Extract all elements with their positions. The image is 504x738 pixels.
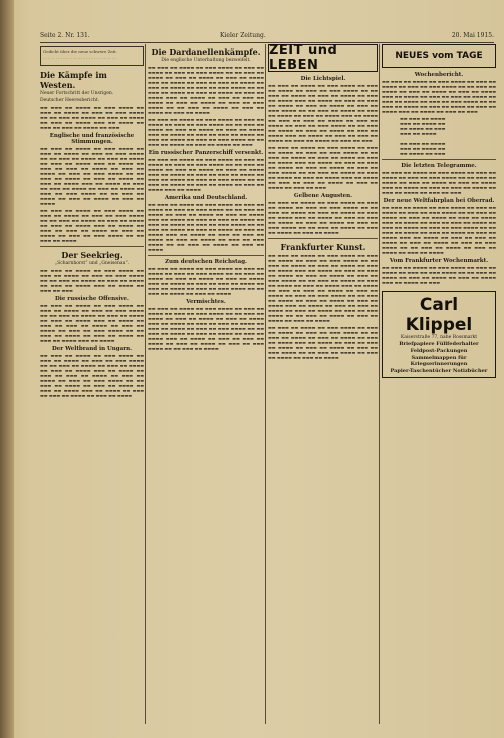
section-frankfurt-art: Frankfurter Kunst. [280, 241, 366, 252]
body-text: ▬▬ ▬▬▬ ▬▬ ▬▬▬▬ ▬▬ ▬▬▬ ▬▬▬▬ ▬▬ ▬▬▬ ▬▬ ▬▬▬▬ ▬▬ ▬▬▬ ▬▬ ▬▬▬ ▬▬▬▬ ▬▬ ▬▬ ▬▬▬ ▬▬ ▬▬▬▬ ▬▬ ▬▬▬ ▬▬ ▬▬▬▬ ▬▬ ▬▬▬ ▬▬ ▬▬▬▬ ▬▬▬ ▬▬ ▬▬▬▬ ▬▬ ▬▬▬ ▬▬ ▬▬▬ ▬▬ ▬▬▬▬ ▬▬ ▬▬▬ ▬▬ ▬▬▬▬ ▬▬ ▬▬▬ ▬▬ ▬▬▬ ▬▬▬▬ ▬▬ ▬▬ ▬▬▬ ▬▬ ▬▬▬▬ ▬▬ ▬▬▬ ▬▬ ▬▬▬▬ ▬▬ ▬▬▬ ▬▬ ▬▬▬▬ ▬▬▬ ▬▬ ▬▬▬▬ ▬▬ ▬▬▬ ▬▬ ▬▬▬ ▬▬ ▬▬▬▬ ▬▬ ▬▬▬ ▬▬ ▬▬▬▬ ▬▬ ▬▬▬ ▬▬ ▬▬▬ ▬▬▬▬ ▬▬ ▬▬ ▬▬▬ ▬▬ ▬▬▬▬ ▬▬ ▬▬▬ ▬▬ ▬▬▬▬ ▬▬ ▬▬▬ ▬▬ ▬▬▬▬ [40, 146, 144, 206]
subhead-west-1: Neuer Fortschritt der Unsrigen. [40, 91, 114, 96]
body-text: ▬▬ ▬▬▬ ▬▬ ▬▬▬▬ ▬▬ ▬▬▬ ▬▬▬▬ ▬▬ ▬▬▬ ▬▬ ▬▬▬▬ ▬▬ ▬▬▬ ▬▬ ▬▬▬ ▬▬▬▬ ▬▬ ▬▬ ▬▬▬ ▬▬ ▬▬▬▬ ▬▬ ▬▬▬ ▬▬ ▬▬▬▬ ▬▬ ▬▬▬ ▬▬ ▬▬▬▬ ▬▬▬ ▬▬ ▬▬▬▬ ▬▬ ▬▬▬ ▬▬ ▬▬▬ ▬▬ ▬▬▬▬ ▬▬ ▬▬▬ ▬▬ ▬▬▬▬ ▬▬ ▬▬▬ ▬▬ ▬▬▬ ▬▬▬▬ ▬▬ ▬▬ ▬▬▬ ▬▬ ▬▬▬▬ ▬▬ ▬▬▬ ▬▬ ▬▬▬▬ ▬▬ ▬▬▬ ▬▬ ▬▬▬▬ ▬▬▬ ▬▬ ▬▬▬▬ [40, 302, 144, 343]
headline-dardanelles: Die Dardanellenkämpfe. [151, 47, 261, 57]
subhead-week: Wochenbericht. [414, 72, 464, 78]
logo-text: NEUES vom TAGE [395, 51, 483, 61]
headline-light-play: Die Lichtspiel. [300, 76, 346, 82]
body-text: ▬▬ ▬▬▬ ▬▬ ▬▬▬▬ ▬▬ ▬▬▬ ▬▬▬▬ ▬▬ ▬▬▬ ▬▬ ▬▬▬▬ ▬▬ ▬▬▬ ▬▬ ▬▬▬ ▬▬▬▬ ▬▬ ▬▬ ▬▬▬ ▬▬ ▬▬▬▬ ▬▬ ▬▬▬ ▬▬ ▬▬▬▬ ▬▬ ▬▬▬ ▬▬ ▬▬▬▬ ▬▬▬ ▬▬ ▬▬▬▬ ▬▬ ▬▬▬ [382, 264, 496, 285]
header-date: 20. Mai 1915. [451, 32, 494, 39]
column-rule [145, 44, 146, 724]
header-page-number: Seite 2. Nr. 131. [40, 32, 90, 39]
column-rule [379, 44, 380, 724]
ad-line-4: Papier-Taschentücher Notizbücher [390, 367, 488, 374]
column-2 [148, 44, 264, 724]
body-text: ▬▬ ▬▬▬ ▬▬ ▬▬▬▬ ▬▬ ▬▬▬ ▬▬▬▬ ▬▬ ▬▬▬ ▬▬ ▬▬▬▬ ▬▬ ▬▬▬ ▬▬ ▬▬▬ ▬▬▬▬ ▬▬ ▬▬ ▬▬▬ ▬▬ ▬▬▬▬ ▬▬ ▬▬▬ ▬▬ ▬▬▬▬ ▬▬ ▬▬▬ ▬▬ ▬▬▬▬ ▬▬▬ ▬▬ ▬▬▬▬ ▬▬ ▬▬▬ ▬▬ ▬▬▬ ▬▬ ▬▬▬▬ ▬▬ ▬▬▬ ▬▬ ▬▬▬▬ ▬▬ ▬▬▬ ▬▬ ▬▬▬ ▬▬▬▬ ▬▬ ▬▬ ▬▬▬ ▬▬ ▬▬▬▬ ▬▬ ▬▬▬ ▬▬ ▬▬▬▬ ▬▬ ▬▬▬ ▬▬ ▬▬▬▬ ▬▬▬ ▬▬ ▬▬▬▬ ▬▬ ▬▬▬ ▬▬ ▬▬▬ ▬▬ ▬▬▬▬ ▬▬ ▬▬▬ ▬▬ ▬▬▬▬ ▬▬ ▬▬▬ ▬▬ ▬▬▬ ▬▬▬▬ ▬▬ ▬▬ ▬▬▬ ▬▬ ▬▬▬▬ ▬▬ ▬▬▬ ▬▬ ▬▬▬▬ ▬▬ ▬▬▬ ▬▬ ▬▬▬▬ ▬▬▬ ▬▬ ▬▬▬▬ ▬▬ ▬▬▬ ▬▬ ▬▬▬ ▬▬ ▬▬▬▬ ▬▬ ▬▬▬ ▬▬ ▬▬▬▬ ▬▬ ▬▬▬ ▬▬ ▬▬▬ ▬▬▬▬ ▬▬ ▬▬ ▬▬▬ ▬▬ ▬▬▬▬ ▬▬ ▬▬▬ ▬▬ ▬▬▬▬ ▬▬ ▬▬▬ ▬▬ ▬▬▬▬ [268, 252, 378, 323]
headline-west: Die Kämpfe im Westen. [40, 70, 107, 90]
body-text: ▬▬ ▬▬▬ ▬▬ ▬▬▬▬ ▬▬ ▬▬▬ ▬▬▬▬ ▬▬ ▬▬▬ ▬▬ ▬▬▬▬ ▬▬ ▬▬▬ ▬▬ ▬▬▬ ▬▬▬▬ ▬▬ ▬▬ ▬▬▬ ▬▬ ▬▬▬▬ ▬▬ ▬▬▬ ▬▬ ▬▬▬▬ ▬▬ ▬▬▬ ▬▬ ▬▬▬▬ ▬▬▬ ▬▬ ▬▬▬▬ ▬▬ ▬▬▬ ▬▬ ▬▬▬ ▬▬ ▬▬▬▬ ▬▬ ▬▬▬ ▬▬ ▬▬▬▬ ▬▬ ▬▬▬ ▬▬ ▬▬▬ ▬▬▬▬ ▬▬ ▬▬ ▬▬▬ ▬▬ ▬▬▬▬ ▬▬ ▬▬▬ ▬▬ ▬▬▬▬ ▬▬ ▬▬▬ ▬▬ ▬▬▬▬ ▬▬▬ ▬▬ ▬▬▬▬ ▬▬ ▬▬▬ ▬▬ ▬▬▬ ▬▬ ▬▬▬▬ ▬▬ ▬▬▬ ▬▬ ▬▬▬▬ ▬▬ ▬▬▬ ▬▬ ▬▬▬ ▬▬▬▬ ▬▬ ▬▬ ▬▬▬ ▬▬ ▬▬▬▬ ▬▬ ▬▬▬ ▬▬ ▬▬▬▬ ▬▬ ▬▬▬ ▬▬ ▬▬▬▬ ▬▬▬ ▬▬ ▬▬▬▬ ▬▬ ▬▬▬ ▬▬ ▬▬▬ ▬▬ ▬▬▬▬ ▬▬ ▬▬▬ ▬▬ ▬▬▬▬ ▬▬ ▬▬▬ ▬▬ ▬▬▬ [268, 83, 378, 143]
poem: ▬▬ ▬▬▬ ▬▬ ▬▬▬▬ ▬▬▬ ▬▬ ▬▬▬▬ ▬▬ ▬▬ ▬▬▬▬ ▬▬ ▬▬▬ ▬▬▬ ▬▬ ▬▬▬▬ ▬▬ ▬▬▬ ▬▬ ▬▬▬▬ ▬▬▬ ▬▬ ▬▬▬▬ ▬▬ ▬▬ ▬▬▬▬ ▬▬ ▬▬▬ [400, 116, 446, 156]
subhead-west-2: Deutscher Heeresbericht. [40, 98, 100, 103]
body-text: ▬▬ ▬▬▬ ▬▬ ▬▬▬▬ ▬▬ ▬▬▬ ▬▬▬▬ ▬▬ ▬▬▬ ▬▬ ▬▬▬▬ ▬▬ ▬▬▬ ▬▬ ▬▬▬ ▬▬▬▬ ▬▬ ▬▬ ▬▬▬ ▬▬ ▬▬▬▬ ▬▬ ▬▬▬ ▬▬ ▬▬▬▬ ▬▬ ▬▬▬ ▬▬ ▬▬▬▬ ▬▬▬ ▬▬ ▬▬▬▬ ▬▬ ▬▬▬ ▬▬ ▬▬▬ ▬▬ ▬▬▬▬ ▬▬ ▬▬▬ ▬▬ ▬▬▬▬ ▬▬ ▬▬▬ ▬▬ ▬▬▬ ▬▬▬▬ ▬▬ ▬▬ ▬▬▬ ▬▬ ▬▬▬▬ ▬▬ ▬▬▬ ▬▬ ▬▬▬▬ ▬▬ ▬▬▬ [148, 117, 264, 147]
section-separator [148, 255, 264, 256]
section-america: Amerika und Deutschland. [164, 195, 248, 201]
body-text: ▬▬ ▬▬▬ ▬▬ ▬▬▬▬ ▬▬ ▬▬▬ ▬▬▬▬ ▬▬ ▬▬▬ ▬▬ ▬▬▬▬ ▬▬ ▬▬▬ ▬▬ ▬▬▬ ▬▬▬▬ ▬▬ ▬▬ ▬▬▬ ▬▬ ▬▬▬▬ ▬▬ ▬▬▬ ▬▬ ▬▬▬▬ ▬▬ ▬▬▬ ▬▬ ▬▬▬▬ ▬▬▬ ▬▬ ▬▬▬▬ ▬▬ ▬▬▬ ▬▬ ▬▬▬ ▬▬ ▬▬▬▬ ▬▬ ▬▬▬ ▬▬ ▬▬▬▬ ▬▬ ▬▬▬ ▬▬ ▬▬▬ ▬▬▬▬ ▬▬ ▬▬ ▬▬▬ ▬▬ ▬▬▬▬ ▬▬ ▬▬▬ ▬▬ ▬▬▬▬ ▬▬ ▬▬▬ ▬▬ ▬▬▬▬ ▬▬▬ ▬▬ ▬▬▬▬ [148, 157, 264, 192]
ad-name: Carl Klippel [405, 294, 473, 335]
zeit-und-leben-logo [268, 44, 378, 72]
subhead-beauty: Gelbene Augusten. [293, 193, 353, 199]
section-misc: Vermischtes. [186, 298, 226, 305]
body-text: ▬▬ ▬▬▬ ▬▬ ▬▬▬▬ ▬▬ ▬▬▬ ▬▬▬▬ ▬▬ ▬▬▬ ▬▬ ▬▬▬▬ ▬▬ ▬▬▬ ▬▬ ▬▬▬ ▬▬▬▬ ▬▬ ▬▬ ▬▬▬ ▬▬ ▬▬▬▬ ▬▬ ▬▬▬ ▬▬ ▬▬▬▬ ▬▬ ▬▬▬ ▬▬ ▬▬▬▬ ▬▬▬ ▬▬ ▬▬▬▬ ▬▬ ▬▬▬ ▬▬ ▬▬▬ ▬▬ ▬▬▬▬ ▬▬ ▬▬▬ ▬▬ ▬▬▬▬ ▬▬ ▬▬▬ ▬▬ ▬▬▬ ▬▬▬▬ ▬▬ ▬▬ ▬▬▬ ▬▬ ▬▬▬▬ ▬▬ ▬▬▬ ▬▬ ▬▬▬▬ ▬▬ ▬▬▬ ▬▬ ▬▬▬▬ ▬▬▬ ▬▬ ▬▬▬▬ ▬▬ ▬▬▬ ▬▬ ▬▬▬ ▬▬ ▬▬▬▬ ▬▬ ▬▬▬ ▬▬ ▬▬▬▬ ▬▬ ▬▬▬ ▬▬ ▬▬▬ ▬▬▬▬ ▬▬ ▬▬ ▬▬▬ ▬▬ ▬▬▬▬ ▬▬ ▬▬▬ ▬▬ ▬▬▬▬ ▬▬ ▬▬▬ ▬▬ ▬▬▬▬ [382, 204, 496, 255]
body-text: · · · · · · · · · · · · · · · · · · · · · · · · · · · · · [43, 56, 116, 61]
section-sea-war: Der Seekrieg. [61, 249, 123, 260]
body-text: ▬▬ ▬▬▬ ▬▬ ▬▬▬▬ ▬▬ ▬▬▬ ▬▬▬▬ ▬▬ ▬▬▬ ▬▬ ▬▬▬▬ ▬▬ ▬▬▬ ▬▬ ▬▬▬ ▬▬▬▬ ▬▬ ▬▬ ▬▬▬ ▬▬ ▬▬▬▬ ▬▬ ▬▬▬ ▬▬ ▬▬▬▬ ▬▬ ▬▬▬ ▬▬ ▬▬▬▬ ▬▬▬ ▬▬ ▬▬▬▬ ▬▬ ▬▬▬ ▬▬ ▬▬▬ ▬▬ ▬▬▬▬ ▬▬ ▬▬▬ ▬▬ ▬▬▬▬ ▬▬ ▬▬▬ ▬▬ ▬▬▬ ▬▬▬▬ ▬▬ ▬▬ ▬▬▬ ▬▬ ▬▬▬▬ ▬▬ ▬▬▬ ▬▬ ▬▬▬▬ ▬▬ ▬▬▬ ▬▬ ▬▬▬▬ [268, 200, 378, 235]
section-separator [268, 238, 378, 239]
subhead-dardanelles: Die englische Unterhaltung bezweifelt. [161, 58, 251, 63]
column-4 [382, 44, 496, 724]
body-text: ▬▬ ▬▬▬ ▬▬ ▬▬▬▬ ▬▬ ▬▬▬ ▬▬▬▬ ▬▬ ▬▬▬ ▬▬ ▬▬▬▬ ▬▬ ▬▬▬ ▬▬ ▬▬▬ ▬▬▬▬ ▬▬ ▬▬ ▬▬▬ ▬▬ ▬▬▬▬ ▬▬ ▬▬▬ ▬▬ ▬▬▬▬ ▬▬ ▬▬▬ ▬▬ ▬▬▬▬ ▬▬▬ ▬▬ ▬▬▬▬ ▬▬ ▬▬▬ ▬▬ ▬▬▬ ▬▬ ▬▬▬▬ ▬▬ ▬▬▬ ▬▬ ▬▬▬▬ ▬▬ ▬▬▬ ▬▬ ▬▬▬ ▬▬▬▬ ▬▬ ▬▬ ▬▬▬ ▬▬ ▬▬▬▬ [40, 208, 144, 243]
body-text: ▬▬ ▬▬▬ ▬▬ ▬▬▬▬ ▬▬ ▬▬▬ ▬▬▬▬ ▬▬ ▬▬▬ ▬▬ ▬▬▬▬ ▬▬ ▬▬▬ ▬▬ ▬▬▬ ▬▬▬▬ ▬▬ ▬▬ ▬▬▬ ▬▬ ▬▬▬▬ ▬▬ ▬▬▬ ▬▬ ▬▬▬▬ ▬▬ ▬▬▬ ▬▬ ▬▬▬▬ ▬▬▬ ▬▬ ▬▬▬▬ ▬▬ ▬▬▬ ▬▬ ▬▬▬ ▬▬ ▬▬▬▬ ▬▬ ▬▬▬ ▬▬ ▬▬▬▬ ▬▬ ▬▬▬ ▬▬ ▬▬▬ ▬▬▬▬ ▬▬ ▬▬ ▬▬▬ ▬▬ ▬▬▬▬ ▬▬ ▬▬▬ ▬▬ ▬▬▬▬ ▬▬ ▬▬▬ ▬▬ ▬▬▬▬ ▬▬▬ ▬▬ ▬▬▬▬ ▬▬ ▬▬▬ ▬▬ ▬▬▬ [382, 79, 496, 114]
quote-text: Gedicht über die neue schwere Zeit. [43, 49, 117, 54]
column-3 [268, 44, 378, 724]
body-text: ▬▬ ▬▬▬ ▬▬ ▬▬▬▬ ▬▬ ▬▬▬ ▬▬▬▬ ▬▬ ▬▬▬ ▬▬ ▬▬▬▬ ▬▬ ▬▬▬ ▬▬ ▬▬▬ ▬▬▬▬ ▬▬ ▬▬ ▬▬▬ ▬▬ ▬▬▬▬ ▬▬ ▬▬▬ ▬▬ ▬▬▬▬ ▬▬ ▬▬▬ ▬▬ ▬▬▬▬ ▬▬▬ ▬▬ ▬▬▬▬ ▬▬ ▬▬▬ ▬▬ ▬▬▬ ▬▬ ▬▬▬▬ ▬▬ ▬▬▬ ▬▬ ▬▬▬▬ ▬▬ ▬▬▬ ▬▬ ▬▬▬ ▬▬▬▬ ▬▬ ▬▬ ▬▬▬ ▬▬ ▬▬▬▬ ▬▬ ▬▬▬ ▬▬ ▬▬▬▬ ▬▬ ▬▬▬ ▬▬ ▬▬▬▬ ▬▬▬ ▬▬ ▬▬▬▬ ▬▬ ▬▬▬ ▬▬ ▬▬▬ ▬▬ ▬▬▬▬ ▬▬ ▬▬▬ ▬▬ ▬▬▬▬ ▬▬ ▬▬▬ ▬▬ ▬▬▬ [268, 145, 378, 190]
section-separator [382, 159, 496, 160]
ad-line-2: Feldpost-Packungen [410, 347, 468, 354]
section-russian-ship: Ein russischer Panzerschiff versenkt. [148, 150, 264, 156]
section-frankfurt-market: Vom Frankfurter Wochenmarkt. [389, 257, 489, 264]
section-oberrad: Der neue Weltfahrplan bei Oberrad. [383, 197, 495, 204]
logo-text: ZEIT und LEBEN [269, 44, 338, 73]
section-reichstag: Zum deutschen Reichstag. [165, 258, 247, 265]
header-paper-title: Kieler Zeitung. [220, 32, 266, 39]
body-text: ▬▬ ▬▬▬ ▬▬ ▬▬▬▬ ▬▬ ▬▬▬ ▬▬▬▬ ▬▬ ▬▬▬ ▬▬ ▬▬▬▬ ▬▬ ▬▬▬ ▬▬ ▬▬▬ ▬▬▬▬ ▬▬ ▬▬ ▬▬▬ ▬▬ ▬▬▬▬ ▬▬ ▬▬▬ ▬▬ ▬▬▬▬ ▬▬ ▬▬▬ ▬▬ ▬▬▬▬ ▬▬▬ ▬▬ ▬▬▬▬ ▬▬ ▬▬▬ ▬▬ ▬▬▬ ▬▬ ▬▬▬▬ ▬▬ ▬▬▬ ▬▬ ▬▬▬▬ ▬▬ ▬▬▬ ▬▬ ▬▬▬ ▬▬▬▬ ▬▬ ▬▬ ▬▬▬ ▬▬ ▬▬▬▬ ▬▬ ▬▬▬ ▬▬ ▬▬▬▬ ▬▬ ▬▬▬ ▬▬ ▬▬▬▬ [268, 324, 378, 360]
body-text: ▬▬ ▬▬▬ ▬▬ ▬▬▬▬ ▬▬ ▬▬▬ ▬▬▬▬ ▬▬ ▬▬▬ ▬▬ ▬▬▬▬ ▬▬ ▬▬▬ ▬▬ ▬▬▬ ▬▬▬▬ ▬▬ ▬▬ ▬▬▬ ▬▬ ▬▬▬▬ ▬▬ ▬▬▬ ▬▬ ▬▬▬▬ ▬▬ ▬▬▬ ▬▬ ▬▬▬▬ ▬▬▬ ▬▬ ▬▬▬▬ ▬▬ ▬▬▬ ▬▬ ▬▬▬ ▬▬ ▬▬▬▬ ▬▬ ▬▬▬ ▬▬ ▬▬▬▬ ▬▬ ▬▬▬ ▬▬ ▬▬▬ ▬▬▬▬ ▬▬ ▬▬ ▬▬▬ ▬▬ ▬▬▬▬ ▬▬ ▬▬▬ ▬▬ ▬▬▬▬ ▬▬ ▬▬▬ ▬▬ ▬▬▬▬ ▬▬▬ ▬▬ ▬▬▬▬ ▬▬ ▬▬▬ ▬▬ ▬▬▬ ▬▬ ▬▬▬▬ ▬▬ ▬▬▬ ▬▬ ▬▬▬▬ ▬▬ ▬▬▬ ▬▬ ▬▬▬ ▬▬▬▬ ▬▬ ▬▬ ▬▬▬ ▬▬ ▬▬▬▬ [148, 305, 264, 351]
body-text: ▬▬ ▬▬▬ ▬▬ ▬▬▬▬ ▬▬ ▬▬▬ ▬▬▬▬ ▬▬ ▬▬▬ ▬▬ ▬▬▬▬ ▬▬ ▬▬▬ ▬▬ ▬▬▬ ▬▬▬▬ ▬▬ ▬▬ ▬▬▬ ▬▬ ▬▬▬▬ ▬▬ ▬▬▬ ▬▬ ▬▬▬▬ ▬▬ ▬▬▬ ▬▬ ▬▬▬▬ ▬▬▬ ▬▬ ▬▬▬▬ ▬▬ ▬▬▬ ▬▬ ▬▬▬ [40, 267, 144, 293]
ad-line-3: Sammelmappen für Kriegserinnerungen [410, 354, 468, 367]
neues-vom-tage-logo [382, 44, 496, 68]
body-text: ▬▬ ▬▬▬ ▬▬ ▬▬▬▬ ▬▬ ▬▬▬ ▬▬▬▬ ▬▬ ▬▬▬ ▬▬ ▬▬▬▬ ▬▬ ▬▬▬ ▬▬ ▬▬▬ ▬▬▬▬ ▬▬ ▬▬ ▬▬▬ ▬▬ ▬▬▬▬ ▬▬ ▬▬▬ ▬▬ ▬▬▬▬ ▬▬ ▬▬▬ ▬▬ ▬▬▬▬ ▬▬▬ ▬▬ ▬▬▬▬ ▬▬ ▬▬▬ ▬▬ ▬▬▬ ▬▬ ▬▬▬▬ ▬▬ ▬▬▬ ▬▬ ▬▬▬▬ ▬▬ ▬▬▬ ▬▬ ▬▬▬ ▬▬▬▬ ▬▬ ▬▬ ▬▬▬ ▬▬ ▬▬▬▬ ▬▬ ▬▬▬ ▬▬ ▬▬▬▬ ▬▬ ▬▬▬ ▬▬ ▬▬▬▬ ▬▬▬ ▬▬ ▬▬▬▬ ▬▬ ▬▬▬ ▬▬ ▬▬▬ ▬▬ ▬▬▬▬ ▬▬ ▬▬▬ ▬▬ ▬▬▬▬ ▬▬ ▬▬▬ ▬▬ ▬▬▬ ▬▬▬▬ ▬▬ ▬▬ ▬▬▬ ▬▬ ▬▬▬▬ ▬▬ ▬▬▬ ▬▬ ▬▬▬▬ [148, 202, 264, 252]
ad-address: Kaiserstraße 77, nahe Rossmarkt [400, 334, 478, 340]
section-italy: Der Weltbrand in Ungarn. [51, 345, 133, 352]
binding-edge [0, 0, 14, 738]
column-1 [40, 44, 144, 724]
body-text: ▬▬ ▬▬▬ ▬▬ ▬▬▬▬ ▬▬ ▬▬▬ ▬▬▬▬ ▬▬ ▬▬▬ ▬▬ ▬▬▬▬ ▬▬ ▬▬▬ ▬▬ ▬▬▬ ▬▬▬▬ ▬▬ ▬▬ ▬▬▬ ▬▬ ▬▬▬▬ ▬▬ ▬▬▬ ▬▬ ▬▬▬▬ ▬▬ ▬▬▬ ▬▬ ▬▬▬▬ ▬▬▬ ▬▬ ▬▬▬▬ ▬▬ ▬▬▬ ▬▬ ▬▬▬ ▬▬ ▬▬▬▬ ▬▬ ▬▬▬ ▬▬ ▬▬▬▬ ▬▬ ▬▬▬ ▬▬ ▬▬▬ [382, 169, 496, 195]
body-text: ▬▬ ▬▬▬ ▬▬ ▬▬▬▬ ▬▬ ▬▬▬ ▬▬▬▬ ▬▬ ▬▬▬ ▬▬ ▬▬▬▬ ▬▬ ▬▬▬ ▬▬ ▬▬▬ ▬▬▬▬ ▬▬ ▬▬ ▬▬▬ ▬▬ ▬▬▬▬ ▬▬ ▬▬▬ ▬▬ ▬▬▬▬ ▬▬ ▬▬▬ ▬▬ ▬▬▬▬ ▬▬▬ ▬▬ ▬▬▬▬ ▬▬ ▬▬▬ ▬▬ ▬▬▬ ▬▬ ▬▬▬▬ ▬▬ ▬▬▬ [40, 105, 144, 130]
section-latest-telegrams: Die letzten Telegramme. [401, 162, 477, 169]
body-text: ▬▬ ▬▬▬ ▬▬ ▬▬▬▬ ▬▬ ▬▬▬ ▬▬▬▬ ▬▬ ▬▬▬ ▬▬ ▬▬▬▬ ▬▬ ▬▬▬ ▬▬ ▬▬▬ ▬▬▬▬ ▬▬ ▬▬ ▬▬▬ ▬▬ ▬▬▬▬ ▬▬ ▬▬▬ ▬▬ ▬▬▬▬ ▬▬ ▬▬▬ ▬▬ ▬▬▬▬ ▬▬▬ ▬▬ ▬▬▬▬ ▬▬ ▬▬▬ ▬▬ ▬▬▬ ▬▬ ▬▬▬▬ ▬▬ ▬▬▬ ▬▬ ▬▬▬▬ ▬▬ ▬▬▬ ▬▬ ▬▬▬ ▬▬▬▬ ▬▬ ▬▬ ▬▬▬ ▬▬ ▬▬▬▬ ▬▬ ▬▬▬ ▬▬ ▬▬▬▬ ▬▬ ▬▬▬ ▬▬ ▬▬▬▬ ▬▬▬ ▬▬ ▬▬▬▬ ▬▬ ▬▬▬ ▬▬ ▬▬▬ ▬▬ ▬▬▬▬ ▬▬ ▬▬▬ ▬▬ ▬▬▬▬ [40, 352, 144, 398]
page-header [40, 30, 494, 43]
body-text: ▬▬ ▬▬▬ ▬▬ ▬▬▬▬ ▬▬ ▬▬▬ ▬▬▬▬ ▬▬ ▬▬▬ ▬▬ ▬▬▬▬ ▬▬ ▬▬▬ ▬▬ ▬▬▬ ▬▬▬▬ ▬▬ ▬▬ ▬▬▬ ▬▬ ▬▬▬▬ ▬▬ ▬▬▬ ▬▬ ▬▬▬▬ ▬▬ ▬▬▬ ▬▬ ▬▬▬▬ ▬▬▬ ▬▬ ▬▬▬▬ ▬▬ ▬▬▬ ▬▬ ▬▬▬ ▬▬ ▬▬▬▬ ▬▬ ▬▬▬ ▬▬ ▬▬▬▬ ▬▬ ▬▬▬ ▬▬ ▬▬▬ ▬▬▬▬ ▬▬ ▬▬ ▬▬▬ ▬▬ ▬▬▬▬ ▬▬ ▬▬▬ ▬▬ ▬▬▬▬ ▬▬ ▬▬▬ ▬▬ ▬▬▬▬ ▬▬▬ ▬▬ ▬▬▬▬ ▬▬ ▬▬▬ ▬▬ ▬▬▬ ▬▬ ▬▬▬▬ ▬▬ ▬▬▬ ▬▬ ▬▬▬▬ ▬▬ ▬▬▬ ▬▬ ▬▬▬ ▬▬▬▬ ▬▬ ▬▬ ▬▬▬ ▬▬ ▬▬▬▬ ▬▬ ▬▬▬ ▬▬ ▬▬▬▬ ▬▬ ▬▬▬ ▬▬ ▬▬▬▬ [148, 65, 264, 115]
quote-box [40, 46, 144, 66]
column-rule [265, 44, 266, 724]
section-separator [40, 246, 144, 247]
ad-line-1: Briefpapiere Füllfederhalter [399, 340, 479, 347]
body-text: ▬▬ ▬▬▬ ▬▬ ▬▬▬▬ ▬▬ ▬▬▬ ▬▬▬▬ ▬▬ ▬▬▬ ▬▬ ▬▬▬▬ ▬▬ ▬▬▬ ▬▬ ▬▬▬ ▬▬▬▬ ▬▬ ▬▬ ▬▬▬ ▬▬ ▬▬▬▬ ▬▬ ▬▬▬ ▬▬ ▬▬▬▬ ▬▬ ▬▬▬ ▬▬ ▬▬▬▬ ▬▬▬ ▬▬ ▬▬▬▬ ▬▬ ▬▬▬ ▬▬ ▬▬▬ ▬▬ ▬▬▬▬ ▬▬ ▬▬▬ ▬▬ ▬▬▬▬ ▬▬ ▬▬▬ ▬▬ ▬▬▬ ▬▬▬▬ ▬▬ ▬▬ ▬▬▬ ▬▬ ▬▬▬▬ ▬▬ ▬▬▬ ▬▬ ▬▬▬▬ [148, 265, 264, 296]
section-enemy-voices: Englische und französische Stimmungen. [49, 133, 135, 145]
subhead-sea: „Scharnhorst“ und „Gneisenau“. [54, 260, 130, 266]
advertisement-carl-klippel [382, 291, 496, 378]
section-eastern-front: Die russische Offensive. [55, 295, 129, 302]
